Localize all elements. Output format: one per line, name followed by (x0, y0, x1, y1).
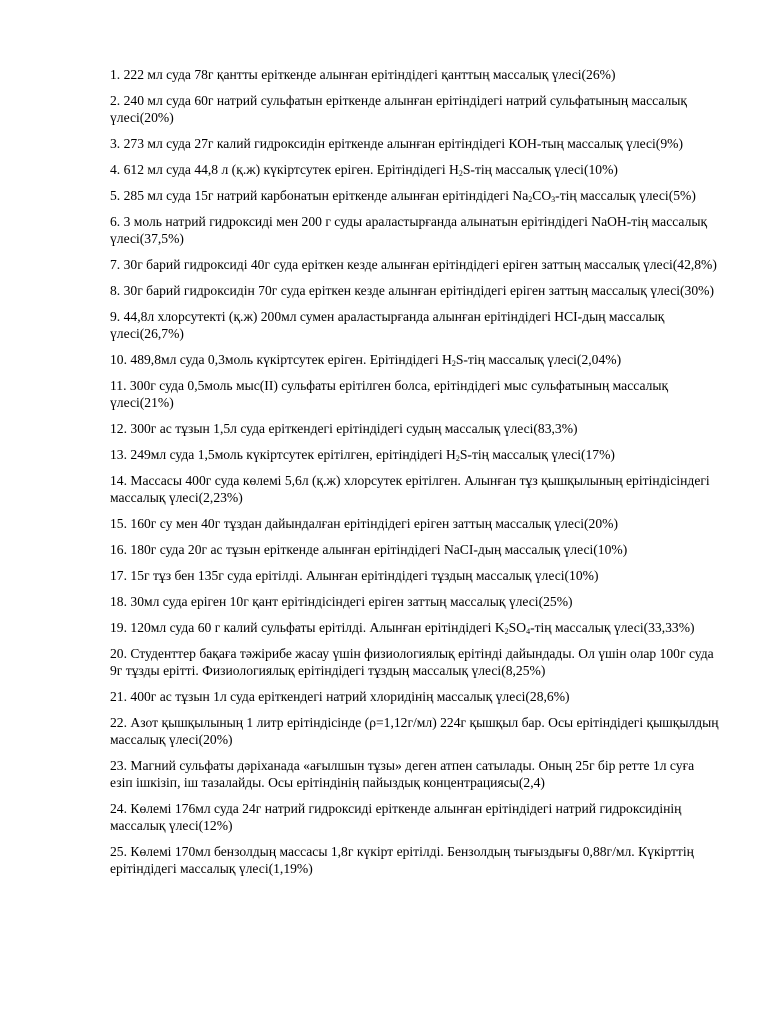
problem-item (110, 714, 720, 748)
problem-number: 24. (110, 801, 127, 816)
problem-item (110, 161, 720, 178)
problem-text: Студенттер бақаға тәжірибе жасау үшін физиологиялық ерітінді дайындады. Ол үшін олар 100г суда 9г тұзды ерітті. Физиологиялық ерітіндідегі тұздың массалық үлесі(8,25%) (110, 646, 714, 678)
problem-number: 4. (110, 162, 121, 177)
problem-number: 6. (110, 214, 121, 229)
problem-number: 11. (110, 378, 127, 393)
problem-item (110, 420, 720, 437)
problem-number: 17. (110, 568, 127, 583)
problem-number: 12. (110, 421, 127, 436)
problem-number: 1. (110, 67, 121, 82)
problem-item (110, 282, 720, 299)
problem-item (110, 567, 720, 584)
problem-text: 273 мл суда 27г калий гидроксидін еріткенде алынған ерітіндідегі КОН-тың массалық үлесі(9%) (120, 136, 683, 151)
subscript-text: 3 (551, 195, 556, 204)
problem-text: 44,8л хлорсутекті (қ.ж) 200мл сумен араластырғанда алынған ерітіндідегі НСІ-дың массалық үлесі(26,7%) (110, 309, 665, 341)
problem-item (110, 92, 720, 126)
problem-number: 16. (110, 542, 127, 557)
subscript-text: 2 (504, 627, 509, 636)
problem-number: 22. (110, 715, 127, 730)
problem-text: CO (532, 188, 552, 203)
problem-number: 2. (110, 93, 121, 108)
problem-text: 285 мл суда 15г натрий карбонатын еріткенде алынған ерітіндідегі Na (120, 188, 529, 203)
problem-item (110, 135, 720, 152)
subscript-text: 2 (455, 454, 460, 463)
problem-text: S-тің массалық үлесі(2,04%) (455, 352, 622, 367)
problem-item (110, 351, 720, 368)
problem-number: 14. (110, 473, 127, 488)
problem-text: 3 моль натрий гидроксиді мен 200 г суды араластырғанда алынатын ерітіндідегі NaOH-тің массалық үлесі(37,5%) (110, 214, 708, 246)
problem-item (110, 541, 720, 558)
problem-item (110, 377, 720, 411)
problem-text: Көлемі 176мл суда 24г натрий гидроксиді еріткенде алынған ерітіндідегі натрий гидроксидінің массалық үлесі(12%) (110, 801, 682, 833)
problem-text: -тің массалық үлесі(33,33%) (530, 620, 695, 635)
problem-text: -тің массалық үлесі(5%) (555, 188, 696, 203)
problem-number: 20. (110, 646, 127, 661)
problem-number: 13. (110, 447, 127, 462)
subscript-text: 2 (458, 169, 463, 178)
problem-item (110, 515, 720, 532)
problem-item (110, 446, 720, 463)
problem-number: 10. (110, 352, 127, 367)
problem-text: 300г ас тұзын 1,5л суда еріткендегі ерітіндідегі судың массалық үлесі(83,3%) (127, 421, 578, 436)
problem-text: 222 мл суда 78г қантты еріткенде алынған ерітіндідегі қанттың массалық үлесі(26%) (120, 67, 616, 82)
problem-number: 21. (110, 689, 127, 704)
problem-text: 249мл суда 1,5моль күкіртсутек ерітілген, ерітіндідегі H (127, 447, 456, 462)
problem-number: 9. (110, 309, 121, 324)
problem-item (110, 800, 720, 834)
problem-text: S-тің массалық үлесі(17%) (459, 447, 615, 462)
problem-number: 7. (110, 257, 121, 272)
problem-text: 30г барий гидроксиді 40г суда еріткен кезде алынған ерітіндідегі еріген заттың массалық үлесі(42,8%) (120, 257, 717, 272)
problem-item (110, 757, 720, 791)
problem-item (110, 256, 720, 273)
problem-number: 23. (110, 758, 127, 773)
problem-item (110, 645, 720, 679)
problem-text: 240 мл суда 60г натрий сульфатын еріткенде алынған ерітіндідегі натрий сульфатының массалық үлесі(20%) (110, 93, 687, 125)
problem-text: 120мл суда 60 г калий сульфаты ерітілді. Алынған ерітіндідегі K (127, 620, 505, 635)
problem-text: 300г суда 0,5моль мыс(II) сульфаты ерітілген болса, ерітіндідегі мыс сульфатының массалық үлесі(21%) (110, 378, 669, 410)
problem-item (110, 688, 720, 705)
problem-text: 160г су мен 40г тұздан дайындалған ерітіндідегі еріген заттың массалық үлесі(20%) (127, 516, 618, 531)
problem-item (110, 187, 720, 204)
problem-text: 15г тұз бен 135г суда ерітілді. Алынған ерітіндідегі тұздың массалық үлесі(10%) (127, 568, 599, 583)
problem-item (110, 619, 720, 636)
subscript-text: 2 (528, 195, 533, 204)
problem-text: Магний сульфаты дәріханада «ағылшын тұзы» деген атпен сатылады. Оның 25г бір ретте 1л суға езіп ішкізіп, іш тазалайды. Осы ерітіндінің пайыздық концентрациясы(2,4) (110, 758, 695, 790)
problem-text: Массасы 400г суда көлемі 5,6л (қ.ж) хлорсутек ерітілген. Алынған тұз қышқылының ерітіндісіндегі массалық үлесі(2,23%) (110, 473, 710, 505)
problem-number: 15. (110, 516, 127, 531)
problem-text: 612 мл суда 44,8 л (қ.ж) күкіртсутек еріген. Ерітіндідегі H (120, 162, 459, 177)
problem-number: 19. (110, 620, 127, 635)
problem-number: 18. (110, 594, 127, 609)
problem-text: SO (508, 620, 527, 635)
problem-text: 400г ас тұзын 1л суда еріткендегі натрий хлоридінің массалық үлесі(28,6%) (127, 689, 570, 704)
problem-number: 25. (110, 844, 127, 859)
problem-text: S-тің массалық үлесі(10%) (462, 162, 618, 177)
problem-text: 489,8мл суда 0,3моль күкіртсутек еріген. Ерітіндідегі H (127, 352, 452, 367)
problem-text: Азот қышқылының 1 литр ерітіндісінде (ρ=1,12г/мл) 224г қышқыл бар. Осы ерітіндідегі қышқылдың массалық үлесі(20%) (110, 715, 719, 747)
problem-item (110, 593, 720, 610)
problem-number: 3. (110, 136, 121, 151)
problem-number: 5. (110, 188, 121, 203)
problem-text: 30г барий гидроксидін 70г суда еріткен кезде алынған ерітіндідегі еріген заттың массалық үлесі(30%) (120, 283, 714, 298)
problem-text: Көлемі 170мл бензолдың массасы 1,8г күкірт ерітілді. Бензолдың тығыздығы 0,88г/мл. Күкірттің ерітіндідегі массалық үлесі(1,19%) (110, 844, 694, 876)
problem-text: 30мл суда еріген 10г қант ерітіндісіндегі еріген заттың массалық үлесі(25%) (127, 594, 573, 609)
problem-item (110, 308, 720, 342)
problem-item (110, 472, 720, 506)
subscript-text: 4 (526, 627, 531, 636)
problem-item (110, 66, 720, 83)
problem-text: 180г суда 20г ас тұзын еріткенде алынған ерітіндідегі NaCI-дың массалық үлесі(10%) (127, 542, 628, 557)
subscript-text: 2 (451, 359, 456, 368)
problem-item (110, 843, 720, 877)
problem-item (110, 213, 720, 247)
problem-number: 8. (110, 283, 121, 298)
problem-list (110, 66, 720, 886)
